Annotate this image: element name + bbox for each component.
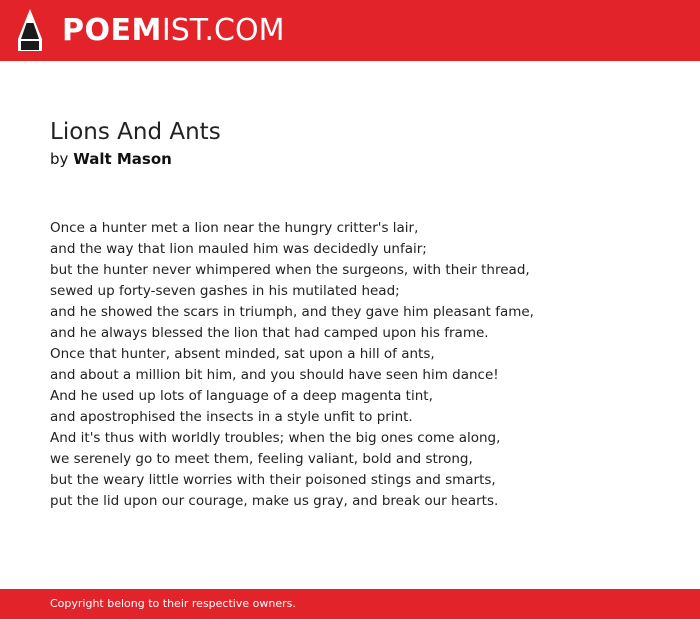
poem-line: we serenely go to meet them, feeling valiant, bold and strong, — [50, 451, 473, 467]
by-label: by — [50, 150, 69, 168]
site-header — [0, 0, 700, 61]
poem-line: Once that hunter, absent minded, sat upon a hill of ants, — [50, 346, 435, 362]
poem-byline — [50, 149, 172, 169]
poem-title: Lions And Ants — [50, 119, 221, 145]
poem-line: and about a million bit him, and you should have seen him dance! — [50, 367, 499, 383]
poem-line: and apostrophised the insects in a style unfit to print. — [50, 409, 413, 425]
poem-line: and he always blessed the lion that had camped upon his frame. — [50, 325, 489, 341]
poem-author: Walt Mason — [73, 150, 172, 168]
poem-body — [50, 218, 670, 512]
logo-bold-text: POEM — [62, 13, 162, 48]
poem-line: And he used up lots of language of a deep magenta tint, — [50, 388, 433, 404]
poem-line: and he showed the scars in triumph, and they gave him pleasant fame, — [50, 304, 534, 320]
poem-line: And it's thus with worldly troubles; when the big ones come along, — [50, 430, 501, 446]
site-footer — [0, 589, 700, 619]
site-logo[interactable] — [62, 11, 284, 51]
poem-line: but the hunter never whimpered when the surgeons, with their thread, — [50, 262, 530, 278]
poem-line: and the way that lion mauled him was decidedly unfair; — [50, 241, 427, 257]
poem-line: put the lid upon our courage, make us gray, and break our hearts. — [50, 493, 499, 509]
poem-line: Once a hunter met a lion near the hungry critter's lair, — [50, 220, 419, 236]
logo-light-text: IST.COM — [161, 13, 285, 48]
poem-line: but the weary little worries with their poisoned stings and smarts, — [50, 472, 496, 488]
copyright-text: Copyright belong to their respective owners. — [50, 597, 296, 610]
poem-line: sewed up forty-seven gashes in his mutilated head; — [50, 283, 400, 299]
pencil-icon[interactable] — [17, 9, 43, 51]
